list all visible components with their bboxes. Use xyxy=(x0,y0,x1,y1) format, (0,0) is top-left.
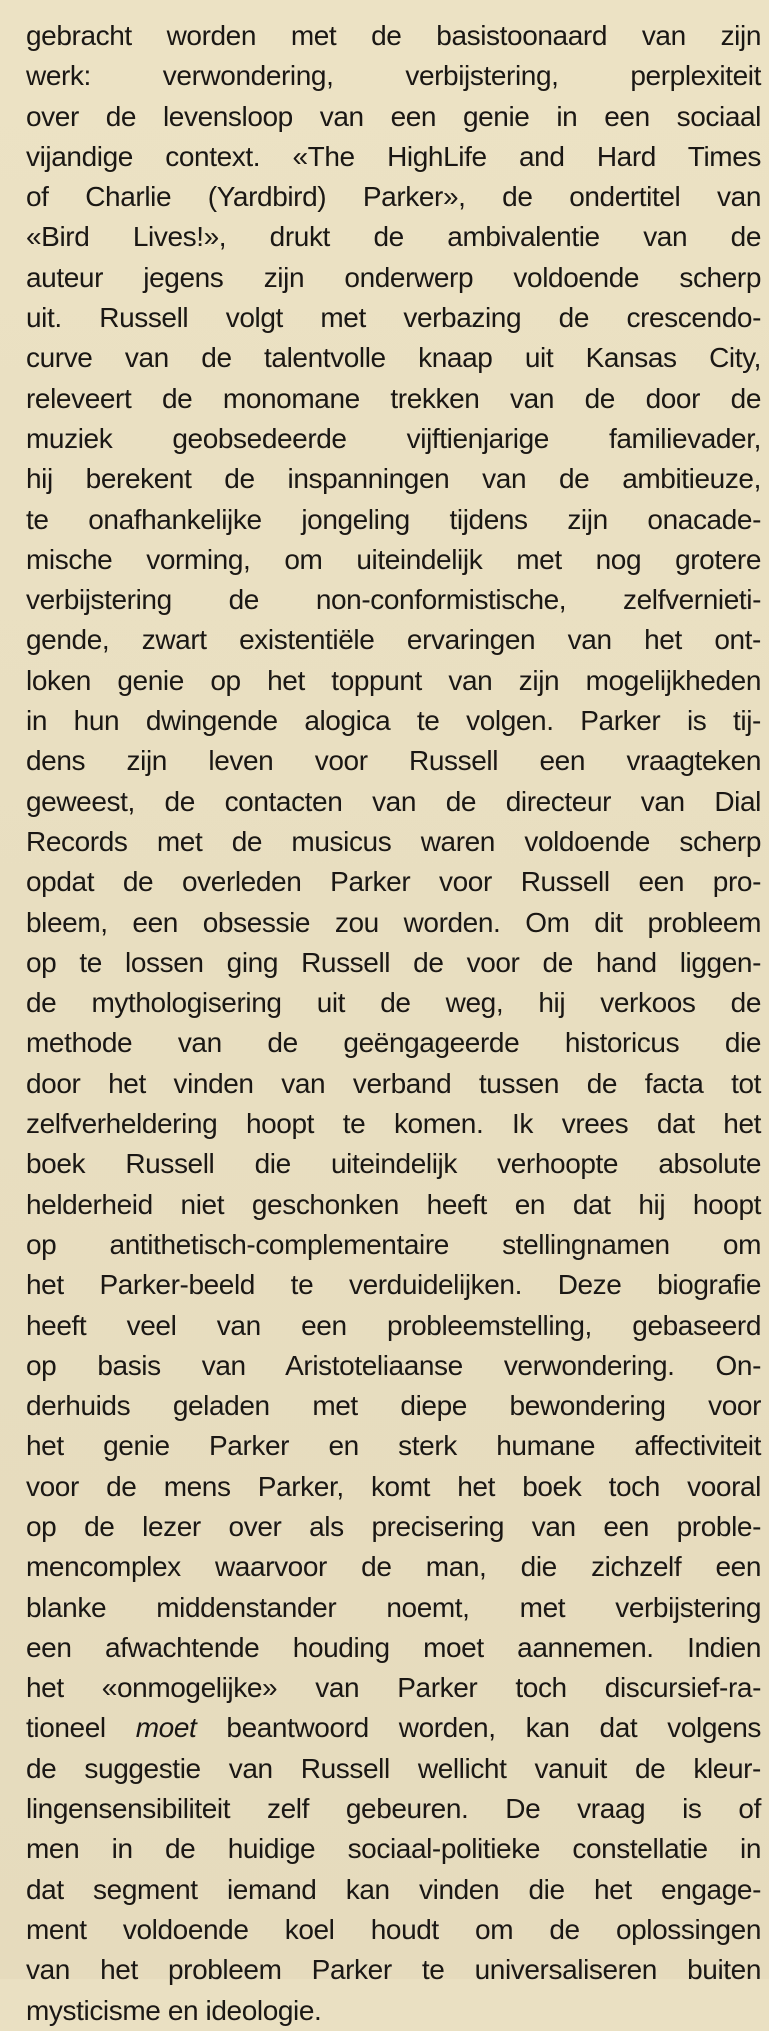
text-line: derhuids geladen met diepe bewondering voor xyxy=(26,1390,761,1422)
text-line: methode van de geëngageerde historicus die xyxy=(26,1027,761,1059)
text-line: te onafhankelijke jongeling tijdens zijn onacade- xyxy=(26,503,761,535)
text-line-after: beantwoord worden, kan dat volgens xyxy=(196,1712,761,1744)
text-line: Records met de musicus waren voldoende scherp xyxy=(26,825,761,857)
text-line: het Parker-beeld te verduidelijken. Deze biografie xyxy=(26,1269,761,1301)
emphasized-word: moet xyxy=(135,1712,197,1744)
text-line: van het probleem Parker te universaliseren buiten xyxy=(26,1954,761,1986)
text-line: door het vinden van verband tussen de facta tot xyxy=(26,1067,761,1099)
text-line: muziek geobsedeerde vijftienjarige familievader, xyxy=(26,422,761,454)
text-line: de suggestie van Russell wellicht vanuit de kleur- xyxy=(26,1752,761,1784)
text-line: loken genie op het toppunt van zijn mogelijkheden xyxy=(26,664,761,696)
text-line: heeft veel van een probleemstelling, gebaseerd xyxy=(26,1309,761,1341)
text-line: op te lossen ging Russell de voor de hand liggen- xyxy=(26,946,761,978)
text-line: op antithetisch-complementaire stellingnamen om xyxy=(26,1228,761,1260)
text-line: auteur jegens zijn onderwerp voldoende scherp xyxy=(26,261,761,293)
text-line: ment voldoende koel houdt om de oplossingen xyxy=(26,1913,761,1945)
text-line: helderheid niet geschonken heeft en dat hij hoopt xyxy=(26,1188,761,1220)
text-line: hij berekent de inspanningen van de ambitieuze, xyxy=(26,463,761,495)
text-line: gende, zwart existentiële ervaringen van het ont- xyxy=(26,624,761,656)
text-line: uit. Russell volgt met verbazing de crescendo- xyxy=(26,302,761,334)
text-line: gebracht worden met de basistoonaard van zijn xyxy=(26,20,761,51)
text-line: vijandige context. «The HighLife and Hard Times xyxy=(26,140,761,172)
text-line: «Bird Lives!», drukt de ambivalentie van de xyxy=(26,221,761,253)
text-line: werk: verwondering, verbijstering, perplexiteit xyxy=(26,60,761,92)
article-column xyxy=(26,16,761,2031)
text-line: of Charlie (Yardbird) Parker», de ondertitel van xyxy=(26,181,761,213)
text-line: op de lezer over als precisering van een proble- xyxy=(26,1510,761,1542)
text-line: het «onmogelijke» van Parker toch discursief-ra- xyxy=(26,1672,761,1704)
text-line: over de levensloop van een genie in een sociaal xyxy=(26,100,761,132)
text-line: op basis van Aristoteliaanse verwondering. On- xyxy=(26,1349,761,1381)
text-line: blanke middenstander noemt, met verbijstering xyxy=(26,1591,761,1623)
text-line: bleem, een obsessie zou worden. Om dit probleem xyxy=(26,906,761,938)
text-line: releveert de monomane trekken van de door de xyxy=(26,382,761,414)
text-line: dat segment iemand kan vinden die het engage- xyxy=(26,1873,761,1905)
text-line: mencomplex waarvoor de man, die zichzelf een xyxy=(26,1551,761,1583)
text-line-before: tioneel xyxy=(26,1712,136,1744)
text-line: mische vorming, om uiteindelijk met nog grotere xyxy=(26,543,761,575)
text-line: verbijstering de non-conformistische, zelfvernieti- xyxy=(26,584,761,616)
text-line: lingensensibiliteit zelf gebeuren. De vraag is of xyxy=(26,1793,761,1825)
text-line: boek Russell die uiteindelijk verhoopte absolute xyxy=(26,1148,761,1180)
text-line: geweest, de contacten van de directeur van Dial xyxy=(26,785,761,817)
text-line: de mythologisering uit de weg, hij verkoos de xyxy=(26,987,761,1019)
text-line: men in de huidige sociaal-politieke constellatie in xyxy=(26,1833,761,1865)
text-line: dens zijn leven voor Russell een vraagteken xyxy=(26,745,761,777)
text-line: een afwachtende houding moet aannemen. Indien xyxy=(26,1631,761,1663)
text-line: het genie Parker en sterk humane affectiviteit xyxy=(26,1430,761,1462)
text-line: opdat de overleden Parker voor Russell een pro- xyxy=(26,866,761,898)
text-line: zelfverheldering hoopt te komen. Ik vrees dat het xyxy=(26,1108,761,1140)
text-line-emphasis xyxy=(26,1708,761,1748)
text-line: in hun dwingende alogica te volgen. Parker is tij- xyxy=(26,705,761,737)
text-line-last: mysticisme en ideologie. xyxy=(26,1994,322,2026)
text-line: voor de mens Parker, komt het boek toch vooral xyxy=(26,1470,761,1502)
text-line: curve van de talentvolle knaap uit Kansas City, xyxy=(26,342,761,374)
